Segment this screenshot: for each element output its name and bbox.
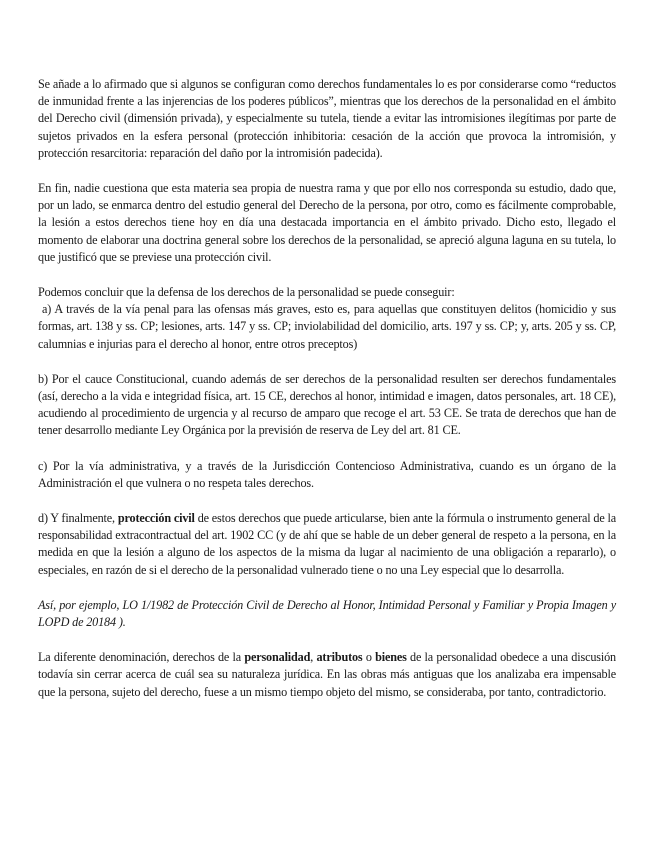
item-d-text-after: de estos derechos que puede articularse, bien ante la fórmula o instrumento general de la responsabilidad extracontractual del art. 1902 CC (y de ahí que se hable de un deber general de respeto a la persona, en la medida en que la lesión a alguno de los aspectos de la misma da lugar al nacimiento de una obligación a repararlo), o especiales, en razón de si el derecho de la personalidad vulnerado tiene o no una Ley especial que lo desarrolla. xyxy=(38,511,616,577)
last-bold-atributos: atributos xyxy=(316,650,363,665)
paragraph-materia-propia: En fin, nadie cuestiona que esta materia sea propia de nuestra rama y que por ello nos corresponda su estudio, dado que, por un lado, se enmarca dentro del estudio general del Derecho de la persona, por otro, como es fácilmente comprobable, la lesión a estos derechos tiene hoy en día una destacada importancia en el ámbito privado. Dicho esto, llegado el momento de elaborar una doctrina general sobre los derechos de la personalidad, se apreció alguna laguna en su tutela, lo que justificó que se previese una protección civil. xyxy=(38,181,616,264)
last-bold-bienes: bienes xyxy=(375,650,407,665)
list-item-a-via-penal: a) A través de la vía penal para las ofensas más graves, esto es, para aquellas que constituyen delitos (homicidio y sus formas, art. 138 y ss. CP; lesiones, arts. 147 y ss. CP; inviolabilidad del domicilio, arts. 197 y ss. CP; y, arts. 205 y ss. CP, calumnias e injurias para el derecho al honor, entre otros preceptos) xyxy=(38,302,616,351)
paragraph-inmunidad: Se añade a lo afirmado que si algunos se configuran como derechos fundamentales lo es por considerarse como “reductos de inmunidad frente a las injerencias de los poderes públicos”, mientras que los derechos de la personalidad en el ámbito del Derecho civil (dimensión privada), y especialmente su tutela, tiende a evitar las intromisiones ilegítimas por parte de sujetos privados en la esfera personal (protección inhibitoria: cesación de la acción que provoca la intromisión, y protección resarcitoria: reparación del daño por la intromisión padecida). xyxy=(38,77,616,160)
item-d-bold-term: protección civil xyxy=(117,511,195,526)
italic-note-lo-1982: Así, por ejemplo, LO 1/1982 de Protección Civil de Derecho al Honor, Intimidad Personal y Familiar y Propia Imagen y LOPD de 20184 ). xyxy=(38,597,616,630)
list-item-d-proteccion-civil xyxy=(38,510,616,579)
item-d-text-before: d) Y finalmente, xyxy=(38,511,118,526)
last-text-4: de la personalidad obedece a una discusión todavía sin cerrar acerca de cuál sea su naturaleza jurídica. En las obras más antiguas que los analizaba era impensable que la persona, sujeto del derecho, fuese a un mismo tiempo objeto del mismo, se consideraba, por tanto, contradictorio. xyxy=(38,650,616,699)
list-item-c-via-administrativa: c) Por la vía administrativa, y a través de la Jurisdicción Contencioso Administrativa, cuando es un órgano de la Administración el que vulnera o no respeta tales derechos. xyxy=(38,458,616,490)
last-text-2: , xyxy=(310,650,317,665)
last-bold-personalidad: personalidad xyxy=(244,650,311,665)
paragraph-conclusion-intro: Podemos concluir que la defensa de los derechos de la personalidad se puede conseguir: xyxy=(38,285,455,300)
list-item-b-cauce-constitucional: b) Por el cauce Constitucional, cuando además de ser derechos de la personalidad resulten ser derechos fundamentales (así, derecho a la vida e integridad física, art. 15 CE, derechos al honor, intimidad e imagen, datos personales, art. 18 CE), acudiendo al procedimiento de urgencia y al recurso de amparo que recoge el art. 53 CE. Se trata de derechos que han de tener desarrollo mediante Ley Orgánica por la previsión de reserva de Ley del art. 81 CE. xyxy=(38,371,616,438)
paragraph-denominacion xyxy=(38,649,616,701)
document-body xyxy=(38,76,616,719)
last-text-1: La diferente denominación, derechos de la xyxy=(38,650,245,665)
last-text-3: o xyxy=(362,650,376,665)
